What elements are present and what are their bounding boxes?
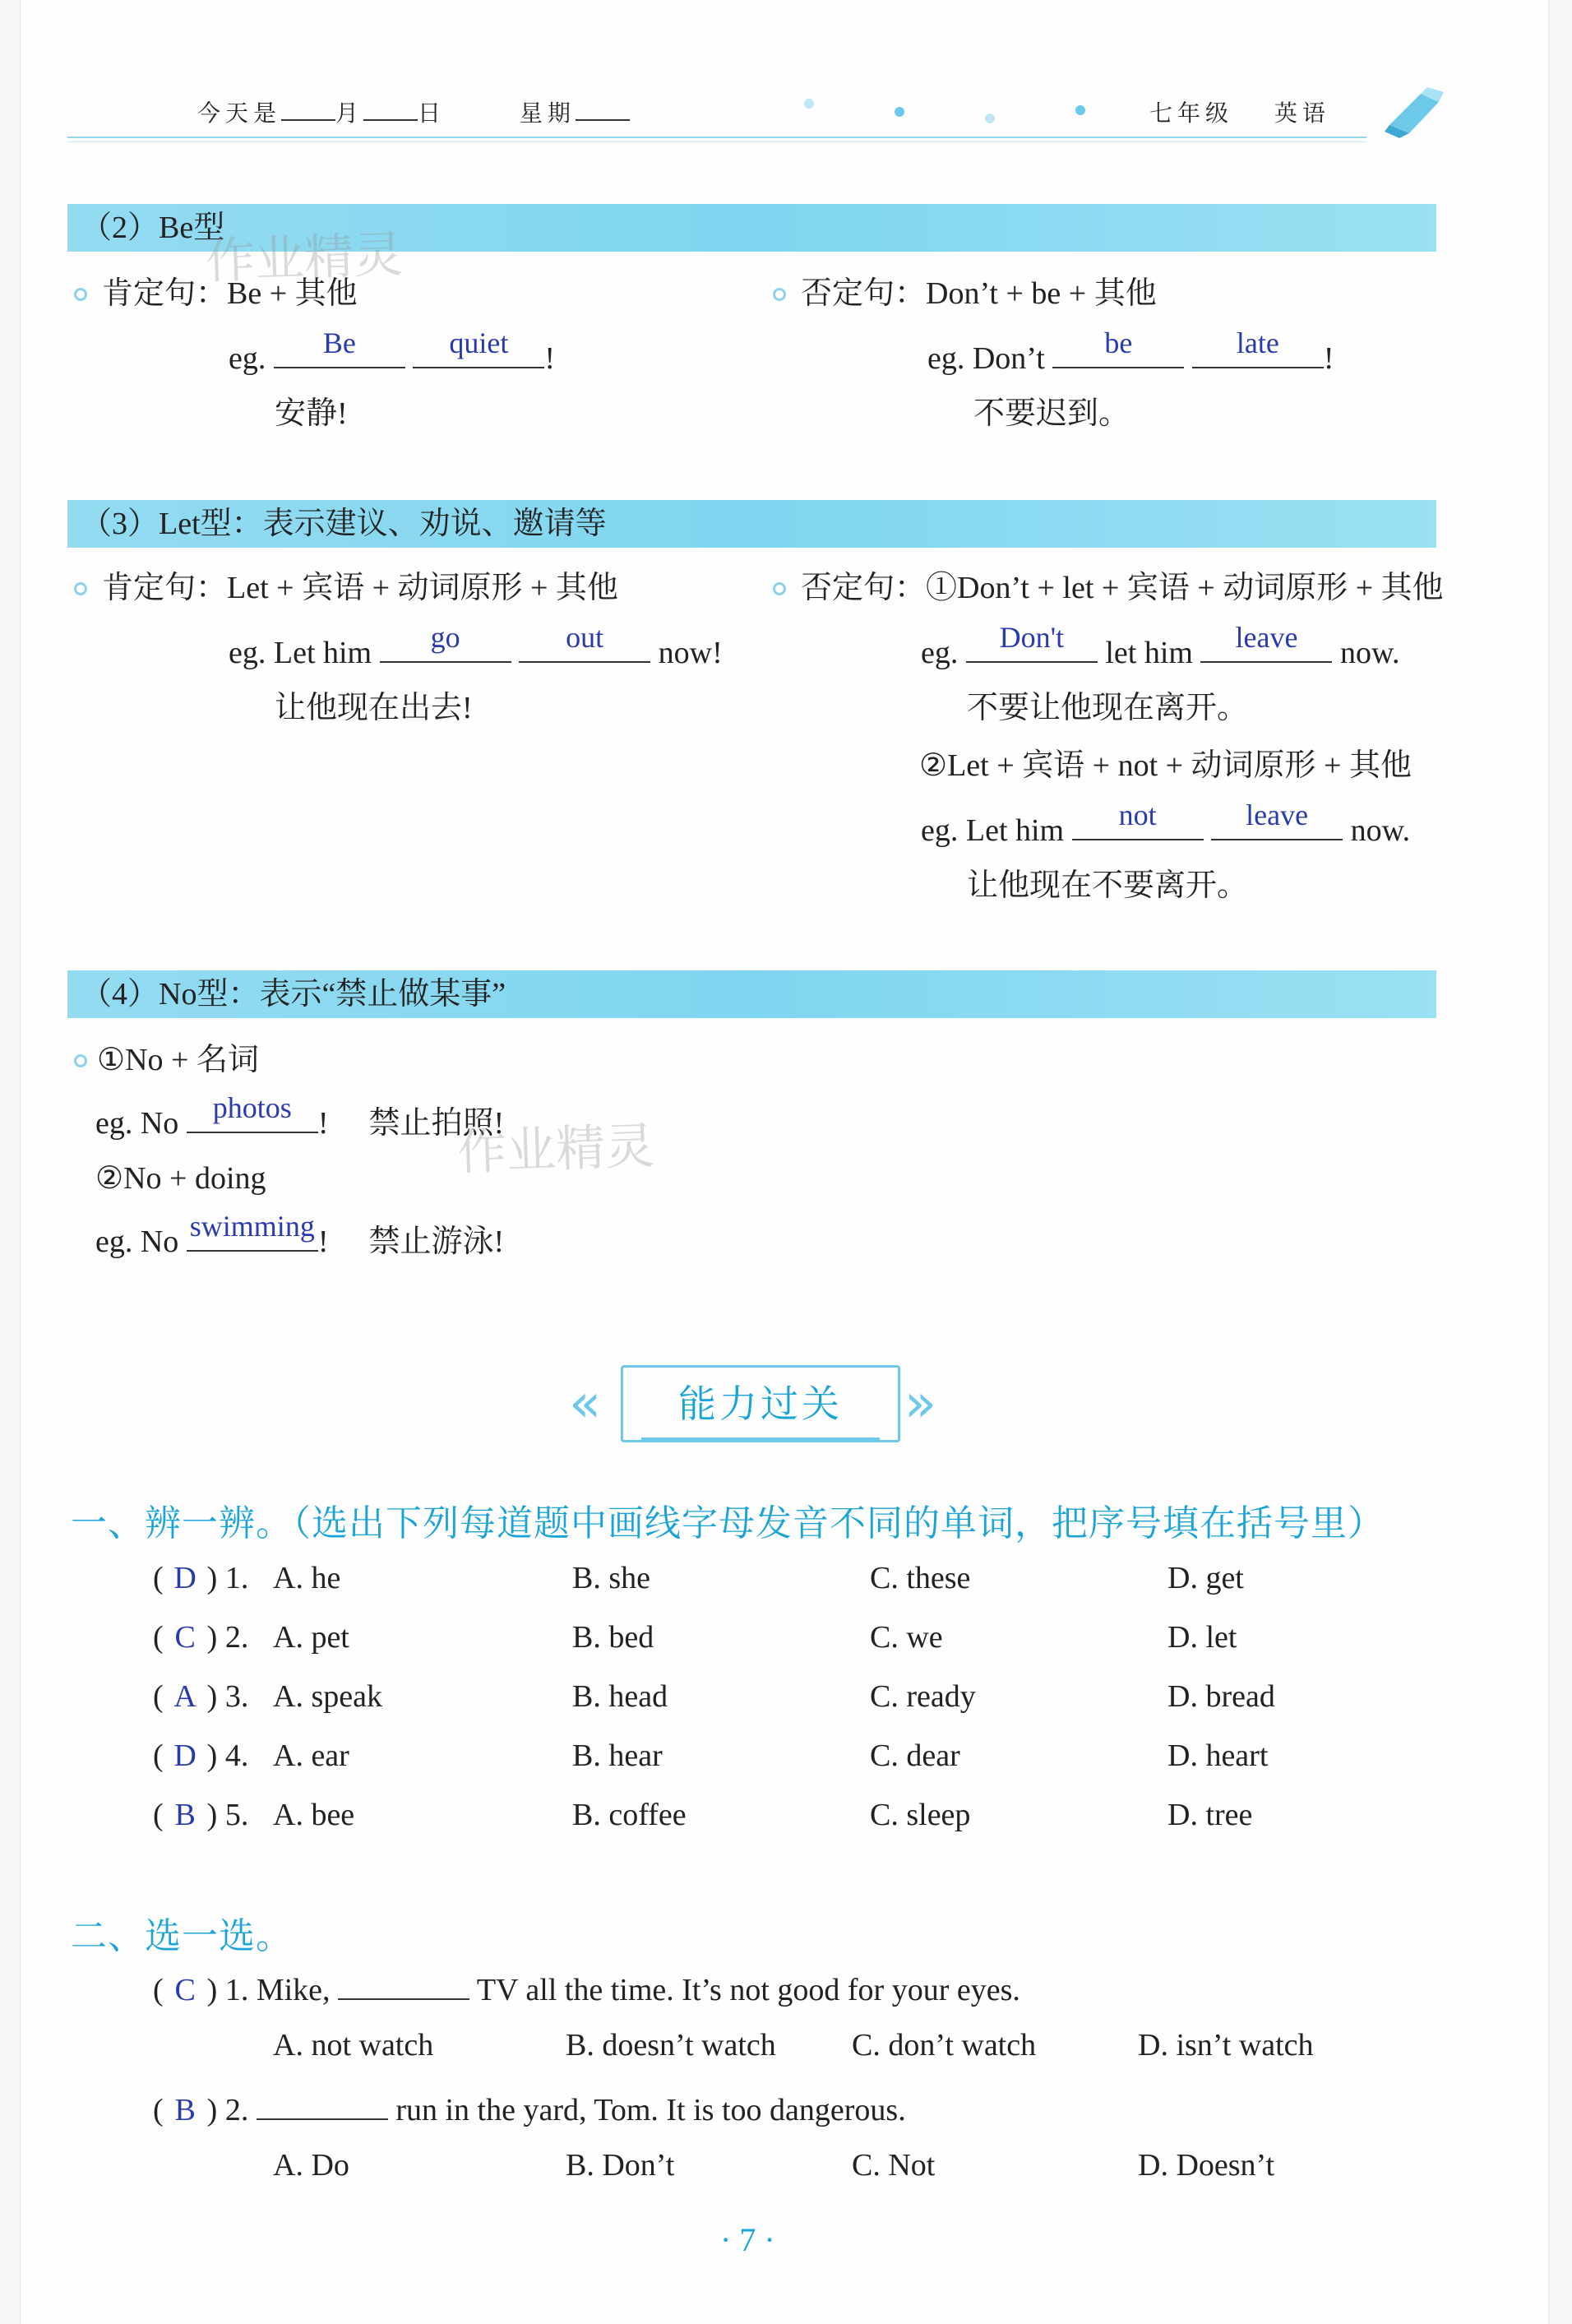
answer-text: leave xyxy=(1235,621,1298,654)
no-example-1 xyxy=(95,1091,505,1142)
stem-part: TV all the time. It’s not good for your eyes. xyxy=(476,1973,1020,2007)
question-2-2-stem: ( B ) 2. run in the yard, Tom. It is too dangerous. xyxy=(153,2087,906,2129)
let-positive-rule: 肯定句：Let + 宾语 + 动词原形 + 其他 xyxy=(102,571,618,605)
date-line xyxy=(197,95,630,128)
eg-label: eg. Let him xyxy=(229,636,372,670)
stem-part: 2. xyxy=(224,2093,249,2127)
let-negative-example-2 xyxy=(921,799,1411,850)
no-rule-2: ②No + doing xyxy=(95,1161,266,1196)
punct: ! xyxy=(317,1224,329,1259)
be-negative-rule: 否定句：Don’t + be + 其他 xyxy=(801,276,1157,311)
answer-blank xyxy=(1052,326,1184,368)
page-number: · 7 · xyxy=(720,2221,775,2258)
eg-label: eg. xyxy=(229,341,266,376)
option-d: D. heart xyxy=(1167,1738,1269,1773)
header-dot xyxy=(895,107,904,117)
no-example-2 xyxy=(95,1210,505,1261)
be-type-title: （2）Be型 xyxy=(81,211,225,245)
section-2-title: 二、选一选。 xyxy=(71,1915,293,1957)
option-c: C. these xyxy=(870,1561,971,1595)
month-blank xyxy=(281,100,335,121)
grade-subject xyxy=(1149,95,1330,128)
section-1-title: 一、辨一辨。（选出下列每道题中画线字母发音不同的单词，把序号填在括号里） xyxy=(71,1502,1385,1544)
option-a: A. Do xyxy=(273,2148,349,2183)
eg-label: eg. xyxy=(921,636,959,670)
header-dot xyxy=(804,99,814,109)
option-d: D. get xyxy=(1167,1561,1244,1595)
question-number: 3. xyxy=(224,1679,249,1714)
phonics-question-2: ( C ) 2. xyxy=(153,1620,249,1655)
answer-blank xyxy=(519,621,650,663)
date-today-label: 今天是 xyxy=(197,100,282,127)
header-dot xyxy=(1075,105,1085,115)
grade-label: 七年级 xyxy=(1149,100,1234,127)
answer-letter: C xyxy=(174,1620,196,1655)
option-b: B. Don’t xyxy=(566,2148,675,2183)
punct: ! xyxy=(317,1106,329,1141)
no-type-title: （4）No型：表示“禁止做某事” xyxy=(81,977,506,1012)
sentence-end: now. xyxy=(1339,636,1400,670)
answer-blank xyxy=(1072,799,1204,840)
option-a: A. speak xyxy=(273,1679,382,1714)
sentence-mid: let him xyxy=(1105,636,1193,670)
let-negative-translation-2: 让他现在不要离开。 xyxy=(967,868,1249,903)
ability-title-box xyxy=(621,1365,900,1442)
answer-blank xyxy=(187,1091,318,1133)
pen-icon xyxy=(1381,82,1447,140)
let-negative-example-1 xyxy=(921,621,1400,672)
let-negative-rule-2: ②Let + 宾语 + not + 动词原形 + 其他 xyxy=(919,748,1412,783)
answer-text: quiet xyxy=(449,326,509,359)
no-translation-2: 禁止游泳! xyxy=(368,1224,505,1259)
answer-letter: D xyxy=(173,1738,196,1773)
let-positive-translation: 让他现在出去! xyxy=(275,691,473,725)
answer-text: not xyxy=(1118,799,1157,831)
month-label: 月 xyxy=(335,100,364,127)
option-b: B. head xyxy=(572,1679,668,1714)
eg-label: eg. No xyxy=(95,1106,179,1141)
day-blank xyxy=(363,100,418,121)
option-b: B. coffee xyxy=(572,1798,687,1832)
let-negative-rule-1: 否定句：①Don’t + let + 宾语 + 动词原形 + 其他 xyxy=(801,571,1444,605)
question-number: 2. xyxy=(224,1620,249,1655)
watermark: 作业精灵 xyxy=(456,1117,656,1183)
option-a: A. not watch xyxy=(273,2028,434,2062)
option-d: D. bread xyxy=(1167,1679,1275,1714)
bullet xyxy=(773,288,786,301)
option-c: C. dear xyxy=(870,1738,960,1773)
subject-label: 英语 xyxy=(1274,100,1330,127)
option-b: B. hear xyxy=(572,1738,663,1773)
sentence-end: now. xyxy=(1350,813,1411,848)
answer-blank xyxy=(1200,621,1332,663)
no-translation-1: 禁止拍照! xyxy=(368,1106,505,1141)
answer-letter: B xyxy=(174,2093,196,2127)
question-number: 4. xyxy=(224,1738,249,1773)
answer-text: photos xyxy=(212,1091,292,1124)
be-negative-example xyxy=(927,326,1334,377)
question-blank xyxy=(338,1967,469,2000)
phonics-question-3: ( A ) 3. xyxy=(153,1679,249,1714)
stem-part: 1. Mike, xyxy=(224,1973,331,2007)
week-blank xyxy=(576,100,630,121)
option-c: C. ready xyxy=(870,1679,976,1714)
bullet xyxy=(74,1054,87,1067)
option-c: C. we xyxy=(870,1620,943,1655)
eg-label: eg. Let him xyxy=(921,813,1065,848)
bullet xyxy=(74,288,87,301)
answer-blank xyxy=(1192,326,1324,368)
no-type-header xyxy=(67,970,1436,1018)
header-rule xyxy=(67,137,1366,138)
header-rule xyxy=(67,141,1366,142)
bullet xyxy=(74,582,87,595)
eg-label: eg. Don’t xyxy=(927,341,1045,376)
be-positive-rule: 肯定句：Be + 其他 xyxy=(102,276,358,311)
let-negative-translation-1: 不要让他现在离开。 xyxy=(967,691,1249,725)
be-negative-translation: 不要迟到。 xyxy=(973,396,1130,431)
question-blank xyxy=(257,2087,388,2120)
answer-letter: D xyxy=(173,1561,196,1595)
phonics-question-4: ( D ) 4. xyxy=(153,1738,249,1773)
answer-text: late xyxy=(1236,326,1279,359)
answer-text: leave xyxy=(1246,799,1309,831)
option-d: D. isn’t watch xyxy=(1138,2028,1314,2062)
option-a: A. ear xyxy=(273,1738,349,1773)
let-type-header xyxy=(67,500,1436,548)
no-rule-1: ①No + 名词 xyxy=(97,1043,259,1077)
option-a: A. bee xyxy=(273,1798,355,1832)
answer-text: Don't xyxy=(999,621,1065,654)
stem-part: run in the yard, Tom. It is too dangerous. xyxy=(395,2093,906,2127)
phonics-question-5: ( B ) 5. xyxy=(153,1798,249,1832)
answer-blank xyxy=(1211,799,1343,840)
sentence-end: now! xyxy=(658,636,723,670)
option-c: C. sleep xyxy=(870,1798,971,1832)
option-a: A. pet xyxy=(273,1620,349,1655)
answer-text: out xyxy=(566,621,604,654)
double-chevron-right-icon: » xyxy=(904,1373,937,1434)
bullet xyxy=(773,582,786,595)
option-a: A. he xyxy=(273,1561,341,1595)
answer-letter: B xyxy=(174,1798,196,1832)
let-positive-example xyxy=(229,621,723,672)
question-number: 1. xyxy=(224,1561,249,1595)
option-b: B. she xyxy=(572,1561,650,1595)
week-label: 星期 xyxy=(519,100,576,127)
option-b: B. bed xyxy=(572,1620,654,1655)
let-type-title: （3）Let型：表示建议、劝说、邀请等 xyxy=(81,507,607,541)
answer-text: Be xyxy=(322,326,356,359)
header-dot xyxy=(985,113,995,123)
double-chevron-left-icon: « xyxy=(569,1373,602,1434)
phonics-question-1: ( D ) 1. xyxy=(153,1561,249,1595)
answer-blank xyxy=(380,621,511,663)
option-d: D. Doesn’t xyxy=(1138,2148,1275,2183)
answer-letter: C xyxy=(174,1973,196,2007)
option-d: D. tree xyxy=(1167,1798,1253,1832)
punct: ! xyxy=(544,341,556,376)
option-d: D. let xyxy=(1167,1620,1237,1655)
eg-label: eg. No xyxy=(95,1224,179,1259)
answer-blank xyxy=(413,326,544,368)
answer-text: be xyxy=(1104,326,1133,359)
question-2-1-stem: ( C ) 1. Mike, TV all the time. It’s not good for your eyes. xyxy=(153,1967,1020,2009)
option-c: C. don’t watch xyxy=(852,2028,1037,2062)
watermark: 作业精灵 xyxy=(205,225,405,291)
be-positive-translation: 安静! xyxy=(275,396,348,431)
answer-blank xyxy=(966,621,1098,663)
answer-text: swimming xyxy=(189,1210,315,1243)
answer-blank xyxy=(187,1210,318,1252)
answer-letter: A xyxy=(173,1679,196,1714)
ability-title-underline xyxy=(641,1437,880,1440)
be-positive-example xyxy=(229,326,556,377)
answer-blank xyxy=(274,326,405,368)
option-c: C. Not xyxy=(852,2148,936,2183)
punct: ! xyxy=(1323,341,1334,376)
question-number: 5. xyxy=(224,1798,249,1832)
day-label: 日 xyxy=(418,100,446,127)
ability-title: 能力过关 xyxy=(678,1382,843,1426)
option-b: B. doesn’t watch xyxy=(566,2028,776,2062)
answer-text: go xyxy=(430,621,460,654)
